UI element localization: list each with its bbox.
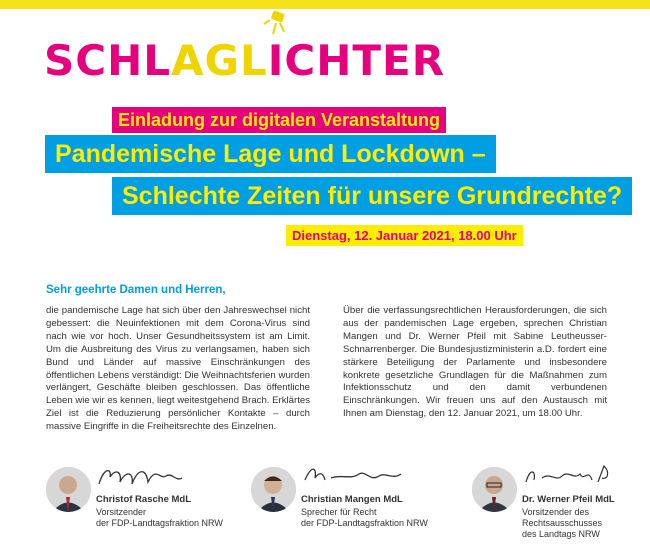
person-role bbox=[96, 507, 223, 529]
role-line: des Landtags NRW bbox=[522, 529, 600, 539]
person-name: Christian Mangen MdL bbox=[301, 494, 403, 505]
signature-image bbox=[96, 462, 226, 492]
person-role bbox=[522, 507, 632, 540]
brand-part-3: ICHTER bbox=[267, 36, 446, 85]
person-name: Dr. Werner Pfeil MdL bbox=[522, 494, 615, 505]
event-date: Dienstag, 12. Januar 2021, 18.00 Uhr bbox=[286, 225, 523, 246]
person-name: Christof Rasche MdL bbox=[96, 494, 192, 505]
role-line: Vorsitzender des bbox=[522, 507, 590, 517]
portrait-photo bbox=[46, 467, 91, 512]
letter-greeting: Sehr geehrte Damen und Herren, bbox=[46, 284, 226, 296]
role-line: Vorsitzender bbox=[96, 507, 147, 517]
person-role bbox=[301, 507, 428, 529]
headline-line-2: Schlechte Zeiten für unsere Grundrechte? bbox=[112, 177, 632, 215]
headline-line-1: Pandemische Lage und Lockdown – bbox=[45, 135, 496, 173]
role-line: der FDP-Landtagsfraktion NRW bbox=[301, 518, 428, 528]
event-type-label: Einladung zur digitalen Veranstaltung bbox=[112, 107, 446, 133]
role-line: Rechtsausschusses bbox=[522, 518, 603, 528]
role-line: Sprecher für Recht bbox=[301, 507, 377, 517]
portrait-photo bbox=[472, 467, 517, 512]
role-line: der FDP-Landtagsfraktion NRW bbox=[96, 518, 223, 528]
top-accent-bar bbox=[0, 0, 650, 9]
brand-part-1: SCHL bbox=[44, 36, 171, 85]
brand-wordmark bbox=[44, 36, 445, 86]
signature-image bbox=[522, 462, 650, 492]
letter-column-2: Über die verfassungsrechtlichen Herausforderungen, die sich aus der pandemischen Lage ergeben, sprechen Christian Mangen und Dr. Werner Pfeil mit Sabine Leutheusser-Schnarrenberger. Die Bundesjustizministerin a.D. fordert eine stärkere Beteiligung der Parlamente und insbesondere konkrete gesetzliche Grundlagen für die Maßnahmen zum Infektionsschutz und den damit verbundenen Einschränkungen. Wir freuen uns auf den Austausch mit Ihnen am Dienstag, den 12. Januar 2021, um 18.00 Uhr. bbox=[343, 305, 607, 420]
letter-column-1: die pandemische Lage hat sich über den Jahreswechsel nicht gebessert: die Neuinfektionen mit dem Corona-Virus sind nach wie vor hoch. Unser Gesundheitssystem ist am Limit. Um die Ausbreitung des Virus zu verlangsamen, haben sich Bund und Länder auf massive Einschränkungen des öffentlichen Lebens verständigt: Die Weihnachtsferien wurden verlängert, Geschäfte bleiben geschlossen. Das öffentliche Leben wie wir es kennen, liegt weitestgehend Brach. Erklärtes Ziel ist die Reduzierung persönlicher Kontakte – durch massive Eingriffe in die Freiheitsrechte des Einzelnen. bbox=[46, 305, 310, 433]
portrait-photo bbox=[251, 467, 296, 512]
brand-part-2: AGL bbox=[171, 36, 268, 85]
signature-image bbox=[301, 462, 431, 492]
